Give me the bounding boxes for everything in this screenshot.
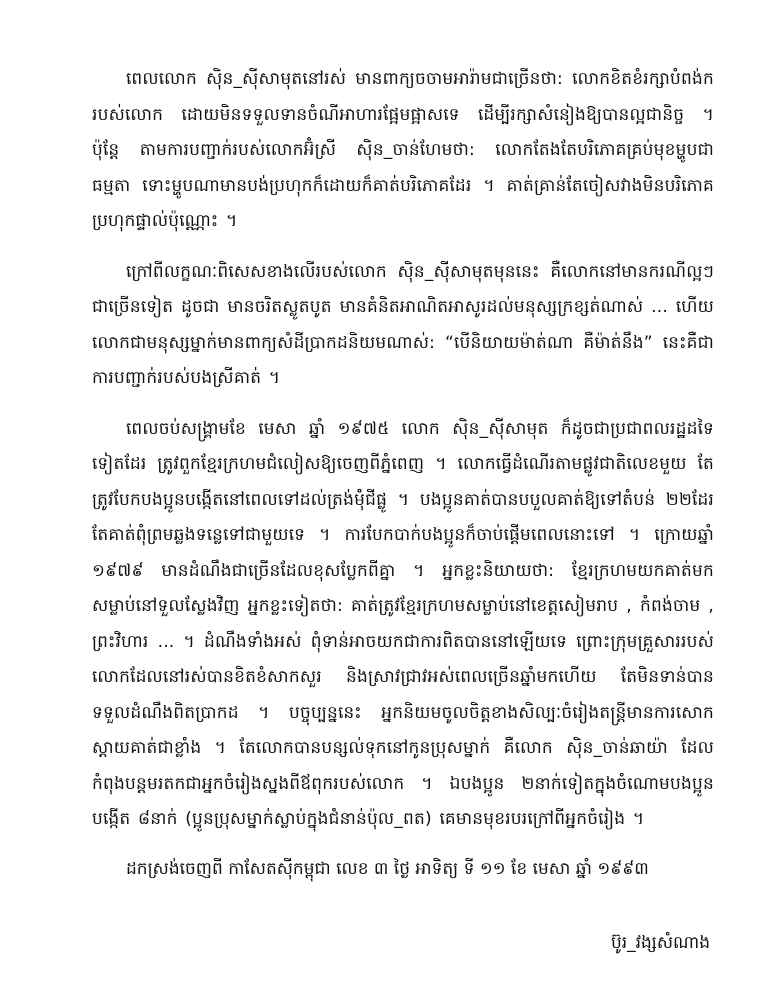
paragraph-2: ក្រៅពីលក្ខណៈពិសេសខាងលើរបស់លោក ស៊ិន_ស៊ីសាមុតមុននេះ គឺលោកនៅមានករណីល្អៗជាច្រើនទៀត ដូចជា មានចរិតស្លូតបូត មានគំនិតអាណិតអាសូរដល់មនុស្សក្រខ្សត់ណាស់ ... ហើយលោកជាមនុស្សម្នាក់មានពាក្យសំដីប្រាកដនិយមណាស់: “បើនិយាយម៉ាត់ណា គឺម៉ាត់នឹង” នេះគឺជាការបញ្ជាក់របស់បងស្រីគាត់ ។ [92,261,714,388]
paragraph-1: ពេលលោក ស៊ិន_ស៊ីសាមុតនៅរស់ មានពាក្យចចាមអារ៉ាមជាច្រើនថា: លោកខិតខំរក្សាបំពង់ករបស់លោក ដោយមិនទទួលទានចំណីអាហារផ្អែមផ្អាសទេ ដើម្បីរក្សាសំនៀងឱ្យបានល្អជានិច្ច ។ ប៉ុន្តែ តាមការបញ្ជាក់របស់លោកអ៊ំស្រី ស៊ិន_ចាន់ហែមថា: លោកតែងតែបរិភោគគ្រប់មុខម្ហូបជាធម្មតា ទោះម្ហូបណាមានបង់ប្រហុកក៏ដោយក៏គាត់បរិភោគដែរ ។ គាត់គ្រាន់តែចៀសវាងមិនបរិភោគប្រហុកផ្ទាល់ប៉ុណ្ណោះ ។ [92,69,714,231]
paragraph-3: ពេលចប់សង្គ្រាមខែ មេសា ឆ្នាំ ១៩៧៥ លោក ស៊ិន_ស៊ីសាមុត ក៏ដូចជាប្រជាពលរដ្ឋដទៃទៀតដែរ ត្រូវពួកខ្មែរក្រហមជំលៀសឱ្យចេញពីភ្នំពេញ ។ លោកធ្វើដំណើរតាមផ្លូវជាតិលេខមួយ តែត្រូវបែកបងប្អូនបង្កើតនៅពេលទៅដល់ត្រង់ម៉ុំជីផ្លូ ។ បងប្អូនគាត់បានបបួលគាត់ឱ្យទៅតំបន់ ២២ដែរ តែគាត់ពុំព្រមឆ្លងទន្លេទៅជាមួយទេ ។ ការបែកបាក់បងប្អូនក៏ចាប់ផ្តើមពេលនោះទៅ ។ ក្រោយឆ្នាំ ១៩៧៩ មានដំណឹងជាច្រើនដែលខុសប្លែកពីគ្នា ។ អ្នកខ្លះនិយាយថា: ខ្មែរក្រហមយកគាត់មកសម្លាប់នៅទួលស្លែងវិញ អ្នកខ្លះទៀតថា: គាត់ត្រូវខ្មែរក្រហមសម្លាប់នៅខេត្តសៀមរាប , កំពង់ចាម , ព្រះវិហារ ... ។ ដំណឹងទាំងអស់ ពុំទាន់អាចយកជាការពិតបាននៅឡើយទេ ព្រោះក្រុមគ្រួសាររបស់លោកដែលនៅរស់បានខិតខំសាកសួរ និងស្រាវជ្រាវអស់ពេលច្រើនឆ្នាំមកហើយ តែមិនទាន់បានទទួលដំណឹងពិតប្រាកដ ។ បច្ចុប្បន្ននេះ អ្នកនិយមចូលចិត្តខាងសិល្បៈចំរៀងតន្ត្រីមានការសោកស្តាយគាត់ជាខ្លាំង ។ តែលោកបានបន្សល់ទុកនៅកូនប្រុសម្នាក់ គឺលោក ស៊ិន_ចាន់ឆាយ៉ា ដែលកំពុងបន្តមរតកជាអ្នកចំរៀងស្នងពីឪពុករបស់លោក ។ ឯបងប្អូន ២នាក់ទៀតក្នុងចំណោមបងប្អូនបង្កើត ៨នាក់ (ប្អូនប្រុសម្នាក់ស្លាប់ក្នុងជំនាន់ប៉ុល_ពត) គេមានមុខរបរក្រៅពីអ្នកចំរៀង ។ [92,418,714,829]
author-name: ប៊ូរ_វង្សសំណាង [610,933,710,953]
document-body [92,62,714,838]
source-citation: ដកស្រង់ចេញពី កាសែតស៊ីកម្ពុជា លេខ ៣ ថ្ងៃ អាទិត្យ ទី ១១ ខែ មេសា ឆ្នាំ ១៩៩៣ [126,859,649,879]
